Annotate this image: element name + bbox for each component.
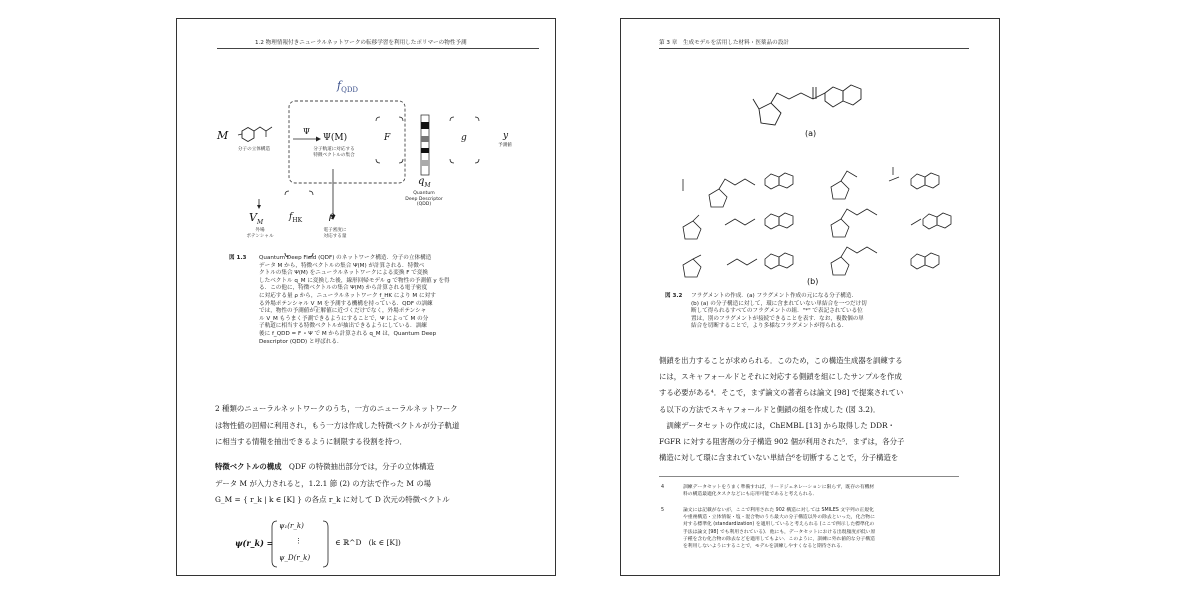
book-page-left (176, 18, 556, 576)
figure-1-3-label: 図 1.3 (229, 255, 247, 261)
running-header: 1.2 物理情報付きニューラルネットワークの転移学習を利用したポリマーの物性予測 (255, 40, 467, 46)
footnote-4-number: 4 (661, 485, 665, 490)
benzene-ring (242, 128, 254, 142)
qdd-caption: Quantum Deep Descriptor (QDD) (405, 191, 443, 208)
running-header: 第 3 章 生成モデルを活用した材料・医薬品の設計 (659, 40, 789, 46)
figure-3-2-caption: フラグメントの作成．(a) フラグメント作成の元になる分子構造． (b) (a) の分子構造に対して，環に含まれていない単結合を一つだけ切 断して得られるすべてのフラグメントの組．"*" で表記されている位 置は，別のフラグメントが接続できることを表す．なお，複数個の単 結合を切断することで，より多様なフラグメントが得られる． (691, 293, 867, 330)
psi-arrow-label: Ψ (303, 127, 311, 136)
equation-row-1: ψ₁(r_k) (279, 522, 304, 530)
footnote-5-text: 論文には記載がないが，ここで利用された 902 構造に対しては SMILES 文字列の正規化 や重複構造・立体情報・塩・混合物のうち最大の分子構造以外の除去といった，化合物に 対する標準化 (standardization) を適用していると考えられる (ここで例示した標準化の 手法は論文 [98] でも利用されている)．他にも，データセットにおける出現頻度が低い原 子種を含む化合物の除去などを適用してもよい．このように，訓練に外れ値的な分子構造 を利用しないようにすることで，モデルを訓練しやすくなると期待される． (683, 508, 876, 550)
paragraph-feature-vector: 特徴ベクトルの構成 QDF の特徴抽出部分では，分子の立体構造 データ M が入力されると，1.2.1 節 (2) の方法で作った M の場 G_M = { r_k | k ∈ [K] } の各点 r_k に対して D 次元の特徴ベクトル (215, 462, 450, 504)
footnote-5-number: 5 (661, 508, 665, 513)
qdf-network-diagram (177, 19, 555, 259)
psi-m-label: Ψ(M) (323, 133, 348, 143)
book-page-right (620, 18, 1000, 576)
y-output-label: y (503, 131, 509, 141)
section-heading-feature-vector: 特徴ベクトルの構成 (215, 462, 282, 471)
feature-vector-equation (235, 519, 535, 569)
figure-panel-a-label: (a) (805, 129, 817, 138)
figure-3-2-label: 図 3.2 (665, 293, 683, 299)
fragment-set-b (683, 167, 951, 277)
qdf-diagram-lines (177, 19, 555, 259)
molecule-m-symbol: M (217, 129, 229, 142)
vm-caption: 外場 ポテンシャル (246, 228, 274, 239)
molecule-caption: 分子の立体構造 (237, 147, 271, 152)
psi-caption: 分子軌道に対応する 特徴ベクトルの集合 (313, 147, 355, 158)
y-caption: 予測値 (498, 143, 512, 148)
g-model-label: g (461, 133, 467, 143)
paragraph-regression: 2 種類のニューラルネットワークのうち，一方のニューラルネットワーク は物性値の回帰に利用され，もう一方は作成した特徴ベクトルが分子軌道 に相当する情報を抽出できるように制限する役割を持つ． (215, 404, 460, 446)
equation-row-3: ψ_D(r_k) (279, 554, 311, 562)
source-molecule-a (753, 85, 861, 125)
f-transform-label: F (384, 133, 391, 143)
equation-rhs: ∈ ℝ^D (k ∈ [K]) (335, 538, 401, 547)
footnote-rule (659, 476, 959, 477)
equation-lhs: ψ(r_k) = (235, 538, 274, 548)
fragment-figure-drawings (621, 19, 999, 289)
body-paragraph-training-data: 側鎖を出力することが求められる．このため，この構造生成器を訓練する には，スキャフォールドとそれに対応する側鎖を組にしたサンプルを作成 する必要がある⁴．そこで，まず論文の著者らは論文 [98] で提案されてい る以下の方法でスキャフォールドと側鎖の組を作成した (図 3.2)． 訓練データセットの作成には，ChEMBL [13] から取得した DDR・ FGFR に対する阻害剤の分子構造 902 個が利用された⁵．まずは，各分子 構造に対して環に含まれていない単結合⁶を切断することで，分子構造を (659, 356, 905, 463)
figure-1-3-caption: Quantum Deep Field (QDF) のネットワーク構造．分子の立体構造 データ M から，特徴ベクトルの集合 Ψ(M) が計算される．特徴ベ クトルの集合 Ψ(M) をニューラルネットワークによる変換 F で変換 したベクトル q_M に変換した後，線形回帰モデル g で物性の予測値 y を得 る．この他に，特徴ベクトルの集合 Ψ(M) から計算される電子密度 に対応する量 ρ から，ニューラルネットワーク f_HK により M に対す る外場ポテンシャル V_M を予測する機構を持っている．QDF の訓練 では，物性の予測値が正解値に近づくだけでなく，外場ポテンシャ ル V_M もうまく予測できるようにすることで，Ψ によって M の分 子軌道に相当する特徴ベクトルが抽出できるようにしている．訓練 後に f_QDD = F ∘ Ψ で M から計算される q_M は，Quantum Deep Descriptor (QDD) と呼ばれる． (259, 255, 450, 345)
fhk-label: $f_{HK}$ (289, 212, 303, 224)
rho-label: ρ (329, 211, 335, 222)
footnote-4-text: 訓練データセットをうまく準備すれば，リードジェネレーションに限らず，既存の有機材 料の構造最適化タスクなどにも応用可能であると考えられる． (683, 485, 875, 498)
fqdd-label: $f_{QDD}$ (337, 79, 359, 95)
qm-label: $q_M$ (418, 176, 431, 189)
figure-panel-b-label: (b) (807, 277, 819, 286)
rho-caption: 電子密度に 対応する量 (323, 228, 347, 239)
vm-label: $V_M$ (249, 211, 264, 227)
equation-row-2: ⋮ (295, 537, 302, 545)
